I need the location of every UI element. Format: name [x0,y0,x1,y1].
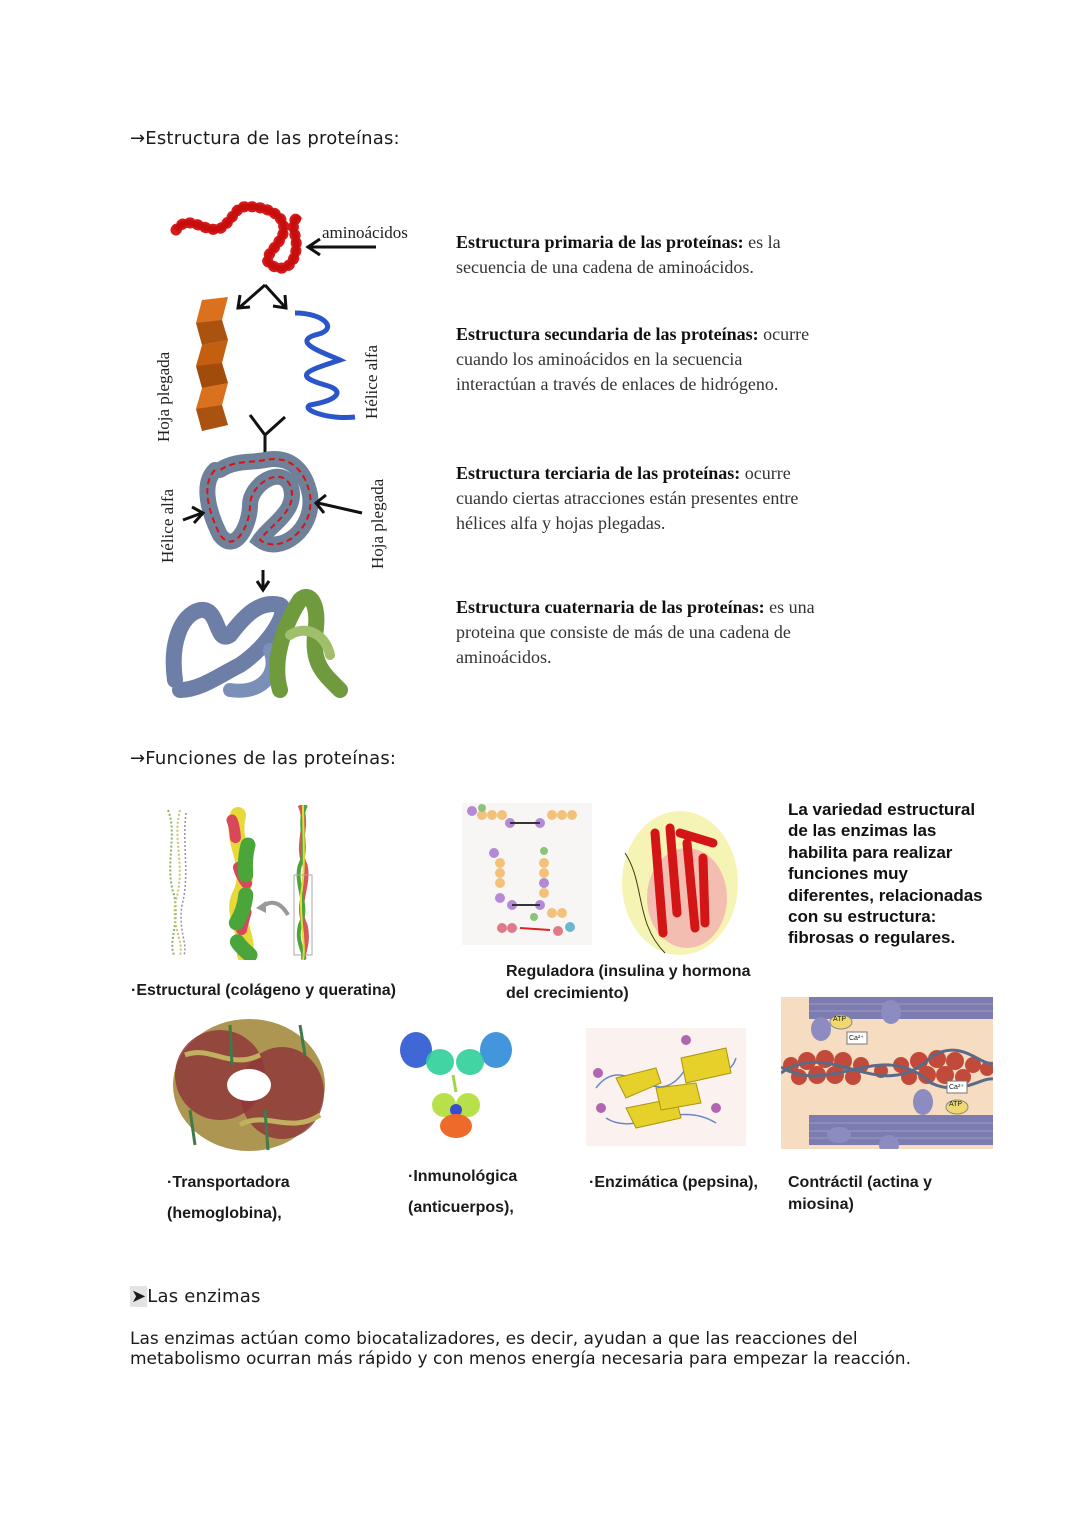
enzyme-variety-note: La variedad estructural de las enzimas las habilita para realizar funciones muy diferentes, relacionadas con su estructura: fibrosas o regulares. [788,800,983,948]
caption-contractile: Contráctil (actina y miosina) [788,1174,933,1213]
primary-structure-text [456,230,836,280]
growth-hormone-image [615,803,745,961]
protein-structure-diagram [140,195,440,715]
collagen-helix-icon [160,805,320,960]
pleated-sheet-icon [196,297,228,431]
aminoacids-label: aminoácidos [322,223,408,242]
actin-myosin-icon [781,997,993,1149]
caption-transport: ·Transportadora (hemoglobina), [167,1174,290,1222]
tertiary-structure-text [456,461,831,536]
alpha-helix-icon [295,313,355,418]
hemoglobin-image [170,1015,328,1155]
actin-myosin-image [781,997,993,1149]
antibody-image [398,1030,513,1140]
structure-heading: →Estructura de las proteínas: [130,128,400,149]
atp-label-2: ATP [949,1101,963,1108]
pepsin-protein-icon [586,1028,746,1146]
secondary-structure-text [456,322,826,397]
tertiary-title: Estructura terciaria de las proteínas: [456,463,741,483]
arrow-bullet-icon: ➤ [131,1286,147,1307]
enzymes-heading [130,1286,261,1307]
quaternary-desc: es una proteina que consiste de más de una cadena de aminoácidos. [456,597,815,667]
caption-regulatory: Reguladora (insulina y hormona del crecimiento) [506,963,751,1002]
functions-heading: →Funciones de las proteínas: [130,748,397,769]
enzymes-paragraph: Las enzimas actúan como biocatalizadores, es decir, ayudan a que las reacciones del metabolismo ocurran más rápido y con menos energía necesaria para empezar la reacción. [130,1329,911,1369]
quaternary-structure-text [456,595,826,670]
antibody-icon [398,1030,513,1140]
protein-levels-illustration [140,195,440,715]
caption-structural: ·Estructural (colágeno y queratina) [131,982,396,999]
sheet-label-top: Hoja plegada [154,351,173,442]
quaternary-title: Estructura cuaternaria de las proteínas: [456,597,765,617]
caption-enzymatic: ·Enzimática (pepsina), [589,1174,758,1191]
helix-label-mid: Hélice alfa [158,488,177,563]
atp-label-1: ATP [833,1016,847,1023]
secondary-desc: ocurre cuando los aminoácidos en la secuencia interactúan a través de enlaces de hidrógeno. [456,324,810,394]
helix-label-top: Hélice alfa [362,344,381,419]
enzymes-heading-text: Las enzimas [147,1286,261,1307]
collagen-image [160,805,320,960]
secondary-title: Estructura secundaria de las proteínas: [456,324,759,344]
ca-label-2: Ca²⁺ [949,1084,964,1091]
quaternary-structure-icon [174,597,340,691]
primary-desc: es la secuencia de una cadena de aminoácidos. [456,232,781,277]
tertiary-desc: ocurre cuando ciertas atracciones están presentes entre hélices alfa y hojas plegadas. [456,463,799,533]
insulin-image [462,803,592,945]
growth-hormone-protein-icon [615,803,745,961]
ca-label-1: Ca²⁺ [849,1035,864,1042]
primary-title: Estructura primaria de las proteínas: [456,232,744,252]
caption-immune: ·Inmunológica (anticuerpos), [408,1168,518,1216]
insulin-chain-icon [462,803,592,945]
hemoglobin-protein-icon [170,1015,328,1155]
tertiary-structure-icon [207,459,310,544]
sheet-label-mid: Hoja plegada [368,478,387,569]
primary-chain-icon [176,207,300,269]
pepsin-image [586,1028,746,1146]
